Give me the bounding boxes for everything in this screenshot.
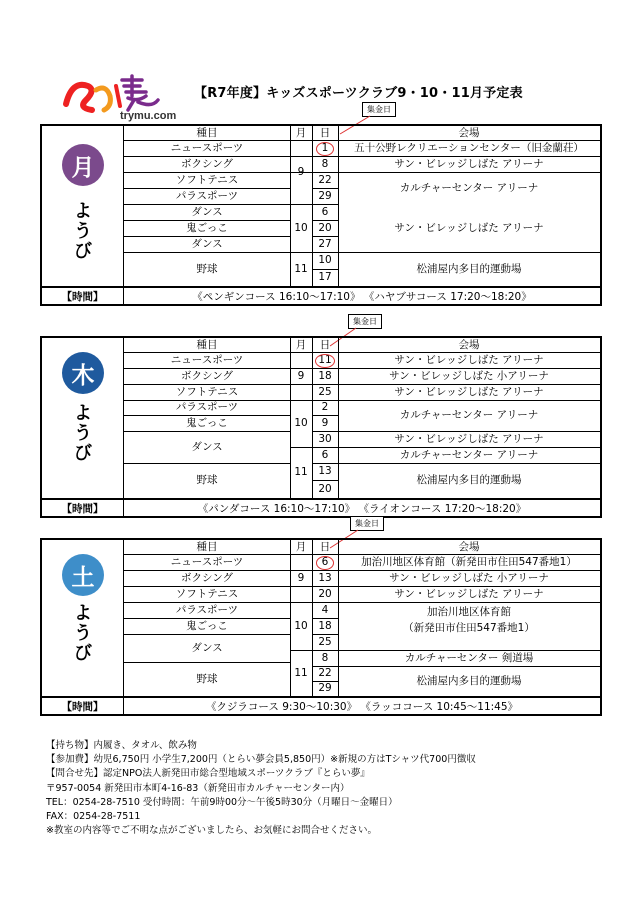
header-month: 月 (295, 338, 307, 351)
venue-cell: 五十公野レクリエーションセンター（旧金蘭荘） (354, 142, 584, 154)
day-cell: 20 (318, 221, 332, 234)
month-cell: 10 (294, 417, 308, 429)
event-cell: ソフトテニス (175, 173, 239, 186)
day-cell: 8 (321, 651, 329, 664)
day-cell: 29 (318, 682, 332, 694)
venue-cell: 松浦屋内多目的運動場 (416, 674, 522, 687)
header-day: 日 (319, 540, 331, 553)
day-cell: 13 (318, 465, 332, 477)
day-char: う (74, 221, 92, 242)
venue-cell: 松浦屋内多目的運動場 (416, 474, 522, 486)
day-cell: 20 (318, 482, 332, 495)
event-cell: ニュースポーツ (170, 556, 244, 568)
venue-cell: サン・ビレッジしばた アリーナ (394, 354, 544, 366)
event-cell: ニュースポーツ (170, 354, 244, 366)
day-cell: 10 (318, 254, 332, 266)
month-cell: 9 (297, 572, 305, 584)
day-cell: 13 (318, 571, 332, 584)
venue-cell: サン・ビレッジしばた アリーナ (394, 385, 544, 398)
footer-line-note: ※教室の内容等でご不明な点がございましたら、お気軽にお問合せください。 (46, 825, 377, 837)
event-cell: パラスポーツ (175, 189, 239, 202)
event-cell: 野球 (196, 474, 218, 486)
footer-line-belongings: 【持ち物】内履き、タオル、飲み物 (46, 740, 197, 751)
day-cell: 29 (318, 189, 332, 202)
day-cell: 22 (318, 667, 332, 679)
day-cell: 20 (318, 587, 332, 600)
month-cell: 11 (294, 466, 308, 478)
collection-day-circle (316, 142, 334, 156)
venue-cell: 加治川地区体育館 (427, 605, 511, 618)
day-chars-sat (42, 604, 124, 664)
grid-monday (124, 126, 600, 286)
collection-day-circle (315, 354, 335, 368)
venue-cell: サン・ビレッジしばた アリーナ (394, 432, 544, 445)
day-char: よ (74, 201, 92, 222)
venue-cell: カルチャーセンター アリーナ (399, 448, 539, 461)
event-cell: ソフトテニス (175, 587, 239, 600)
day-cell: 18 (318, 369, 332, 382)
time-label: 【時間】 (42, 500, 124, 516)
grid-thursday (124, 338, 600, 498)
collection-day-callout: 集金日 (348, 314, 382, 329)
day-chars-thu (42, 404, 124, 464)
footer-line-address: 〒957-0054 新発田市本町4-16-83（新発田市カルチャーセンター内） (46, 782, 350, 794)
event-cell: ニュースポーツ (170, 142, 244, 154)
event-cell: ボクシング (180, 369, 234, 382)
venue-cell: カルチャーセンター アリーナ (399, 409, 539, 421)
event-cell: ダンス (191, 237, 223, 250)
day-badge-mon: 月 (62, 144, 104, 186)
day-cell: 6 (321, 205, 329, 218)
event-cell: ダンス (191, 641, 223, 654)
venue-cell: サン・ビレッジしばた アリーナ (394, 221, 544, 234)
event-cell: 野球 (196, 672, 218, 685)
venue-cell: カルチャーセンター 剣道場 (404, 651, 534, 664)
day-cell: 25 (318, 385, 332, 398)
day-char: よ (74, 403, 92, 424)
page-title: 【R7年度】キッズスポーツクラブ9・10・11月予定表 (194, 86, 523, 101)
month-cell: 9 (297, 166, 305, 178)
section-saturday (40, 516, 602, 716)
venue-cell: サン・ビレッジしばた アリーナ (394, 157, 544, 170)
month-cell: 11 (294, 262, 308, 275)
event-cell: 鬼ごっこ (186, 619, 228, 632)
section-monday (40, 102, 602, 302)
day-column-thursday (42, 338, 124, 498)
schedule-table-saturday (40, 538, 602, 698)
grid-saturday (124, 540, 600, 696)
day-char: う (74, 423, 92, 444)
day-char: び (74, 241, 92, 262)
event-cell: パラスポーツ (175, 401, 239, 413)
month-cell: 9 (297, 370, 305, 382)
collection-day-callout: 集金日 (362, 102, 396, 117)
header-month: 月 (295, 540, 307, 553)
day-cell: 4 (321, 603, 329, 616)
schedule-table-thursday (40, 336, 602, 500)
footer-info (46, 739, 476, 838)
month-cell: 10 (294, 619, 308, 632)
day-cell: 22 (318, 173, 332, 186)
header-event: 種目 (196, 540, 218, 553)
time-row-saturday (40, 698, 602, 716)
venue-cell: カルチャーセンター アリーナ (399, 181, 539, 194)
day-cell: 9 (321, 416, 329, 429)
day-char: び (74, 643, 92, 664)
day-cell: 25 (318, 635, 332, 648)
venue-cell: 加治川地区体育館（新発田市住田547番地1） (361, 556, 577, 568)
footer-line-fax: FAX：0254-28-7511 (46, 811, 141, 823)
time-label: 【時間】 (42, 288, 124, 304)
day-badge-thu: 木 (62, 352, 104, 394)
event-cell: ダンス (191, 440, 223, 453)
day-cell: 1 (321, 142, 329, 154)
day-column-saturday (42, 540, 124, 696)
month-cell: 10 (294, 221, 308, 234)
venue-cell: （新発田市住田547番地1） (403, 621, 535, 634)
day-badge-sat: 土 (62, 554, 104, 596)
time-label: 【時間】 (42, 698, 124, 714)
month-cell: 11 (294, 666, 308, 679)
day-char: う (74, 623, 92, 644)
footer-line-tel: TEL：0254-28-7510 受付時間：午前9時00分～午後5時30分（月曜日～金曜日） (46, 796, 398, 808)
day-cell: 30 (318, 432, 332, 445)
day-cell: 27 (318, 237, 332, 250)
header-day: 日 (319, 338, 331, 351)
day-chars-mon (42, 202, 124, 262)
venue-cell: 松浦屋内多目的運動場 (416, 262, 522, 275)
header-month: 月 (295, 126, 307, 139)
header-venue: 会場 (458, 126, 480, 139)
venue-cell: サン・ビレッジしばた 小アリーナ (389, 369, 549, 382)
venue-cell: サン・ビレッジしばた 小アリーナ (389, 571, 549, 584)
event-cell: ボクシング (180, 571, 234, 584)
day-cell: 6 (321, 448, 329, 461)
event-cell: 鬼ごっこ (186, 221, 228, 234)
header-event: 種目 (196, 338, 218, 351)
schedule-table-monday (40, 124, 602, 288)
footer-line-fee: 【参加費】幼児6,750円 小学生7,200円（とらい夢会員5,850円）※新規の方はTシャツ代700円徴収 (46, 754, 476, 766)
day-cell: 18 (318, 619, 332, 632)
day-char: び (74, 443, 92, 464)
day-cell: 11 (318, 354, 332, 366)
section-thursday (40, 314, 602, 514)
time-courses: 《ペンギンコース 16:10～17:10》 《ハヤブサコース 17:20～18:20》 (192, 290, 532, 303)
day-cell: 17 (318, 271, 332, 283)
logo-site-text[interactable]: trymu.com (120, 110, 177, 122)
day-cell: 6 (321, 556, 329, 568)
footer-line-contact: 【問合せ先】認定NPO法人新発田市総合型地域スポーツクラブ『とらい夢』 (46, 768, 370, 780)
day-cell: 8 (321, 157, 329, 170)
collection-day-callout: 集金日 (350, 516, 384, 531)
event-cell: 鬼ごっこ (186, 416, 228, 429)
day-char: よ (74, 603, 92, 624)
venue-cell: サン・ビレッジしばた アリーナ (394, 587, 544, 600)
event-cell: ダンス (191, 205, 223, 218)
event-cell: ボクシング (180, 157, 234, 170)
header-venue: 会場 (458, 338, 480, 351)
time-courses: 《クジラコース 9:30～10:30》 《ラッココース 10:45～11:45》 (205, 700, 519, 713)
event-cell: ソフトテニス (175, 385, 239, 398)
header-event: 種目 (196, 126, 218, 139)
day-column-monday (42, 126, 124, 286)
header-day: 日 (319, 126, 331, 139)
event-cell: パラスポーツ (175, 603, 239, 616)
time-courses: 《パンダコース 16:10～17:10》 《ライオンコース 17:20～18:20》 (197, 502, 527, 515)
collection-day-circle (316, 556, 334, 570)
time-row-monday (40, 288, 602, 306)
day-cell: 2 (321, 401, 329, 413)
event-cell: 野球 (196, 262, 218, 275)
header-venue: 会場 (458, 540, 480, 553)
